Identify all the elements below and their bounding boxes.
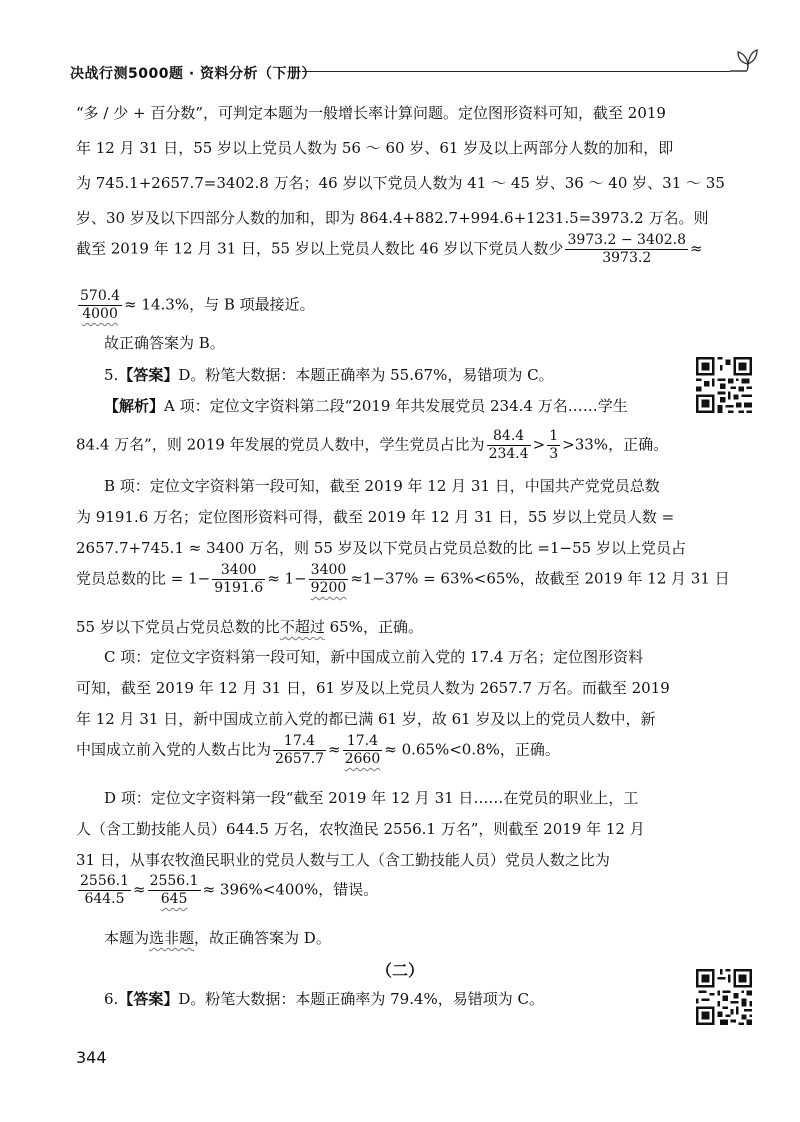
fraction: [343, 733, 383, 768]
numerator: 3973.2 − 3402.8: [567, 232, 687, 248]
formula-line: [76, 288, 315, 323]
text-line-content: 31 日，从事农牧渔民职业的党员人数与工人（含工勤技能人员）党员人数之比为: [76, 851, 610, 869]
text-line-content: 为 745.1+2657.7=3402.8 万名；46 岁以下党员人数为 41 ～ 45 岁、36 ～ 40 岁、31 ～ 35: [76, 174, 725, 192]
text-line-content: 为 9191.6 万名；定位图形资料可得，截至 2019 年 12 月 31 日，55 岁以上党员人数 =: [76, 508, 675, 526]
formula-line: [76, 873, 378, 908]
text-line: [104, 476, 660, 496]
analysis-text: A 项：定位文字资料第二段“2019 年共发展党员 234.4 万名……学生: [164, 397, 628, 415]
operator: >: [532, 435, 546, 454]
denominator: 4000: [82, 306, 118, 322]
text-line-content: 本题为: [104, 929, 150, 947]
text-line-content: 65%，正确。: [324, 618, 423, 636]
formula-line: [76, 232, 703, 267]
text-line-content: ≈1−37% = 63%<65%，故截至 2019 年 12 月 31 日: [350, 569, 730, 588]
answer-line: 故正确答案为 B。: [104, 334, 225, 352]
operator: ≈: [133, 880, 146, 899]
emphasis-text: 选非题: [149, 929, 195, 947]
sprout-icon: [726, 46, 758, 76]
text-line: [76, 208, 708, 228]
fraction: [148, 873, 201, 908]
text-line: [76, 538, 686, 558]
fraction: [78, 873, 131, 908]
text-line-content: 截至 2019 年 12 月 31 日，55 岁以上党员人数比 46 岁以下党员人数少: [76, 239, 564, 258]
fraction: [212, 562, 265, 597]
fraction: [565, 232, 688, 267]
numerator: 2556.1: [149, 873, 199, 889]
numerator: 84.4: [487, 428, 531, 446]
denominator: 2657.7: [275, 751, 325, 767]
operator: ≈: [328, 740, 341, 759]
text-line-content: ≈ 14.3%，与 B 项最接近。: [124, 295, 315, 314]
text-line-content: 可知，截至 2019 年 12 月 31 日，61 岁及以上党员人数为 2657.7 万名。而截至 2019: [76, 679, 670, 697]
text-line-content: 岁、30 岁及以下四部分人数的加和，即为 864.4+882.7+994.6+1231.5=3973.2 万名。则: [76, 209, 709, 227]
fraction: [309, 562, 349, 597]
answer-text: D。粉笔大数据：本题正确率为 79.4%，易错项为 C。: [178, 990, 545, 1008]
numerator: 2556.1: [80, 873, 129, 889]
answer-tag: 【答案】: [118, 366, 179, 384]
question-number: 6.: [104, 990, 119, 1008]
numerator: 3400: [212, 562, 265, 580]
denominator: 3973.2: [602, 250, 652, 266]
numerator: 3400: [310, 562, 347, 578]
formula-line: [76, 428, 668, 463]
denominator: 234.4: [488, 446, 529, 462]
fraction: [273, 733, 326, 768]
fraction: [487, 428, 531, 463]
text-line-content: >33%，正确。: [562, 435, 669, 454]
text-line: [76, 138, 673, 158]
numerator: 17.4: [273, 733, 326, 751]
answer-text: D。粉笔大数据：本题正确率为 55.67%，易错项为 C。: [178, 366, 554, 384]
denominator: 9191.6: [214, 580, 264, 596]
text-line: [76, 507, 674, 527]
denominator: 644.5: [84, 891, 125, 907]
text-line: [104, 333, 225, 353]
text-line-content: 中国成立前入党的人数占比为: [76, 740, 272, 759]
text-line-content: 党员总数的比 = 1−: [76, 569, 211, 588]
text-line-content: 年 12 月 31 日，55 岁以上党员人数为 56 ～ 60 岁、61 岁及以上两部分人数的加和，即: [76, 139, 674, 157]
text-line: [104, 647, 643, 667]
analysis-tag: 【解析】: [104, 397, 165, 415]
text-line: [76, 709, 656, 729]
text-line-content: 84.4 万名”，则 2019 年发展的党员人数中，学生党员占比为: [76, 435, 485, 454]
qr-code-icon[interactable]: [696, 357, 752, 413]
text-line: [76, 173, 725, 193]
text-line-content: 年 12 月 31 日，新中国成立前入党的都已满 61 岁，故 61 岁及以上的党员人数中，新: [76, 710, 656, 728]
denominator: 2660: [344, 751, 381, 767]
denominator: 9200: [310, 580, 347, 596]
text-line-content: D 项：定位文字资料第一段“截至 2019 年 12 月 31 日……在党员的职业上，工: [104, 789, 639, 807]
text-line: [76, 850, 610, 870]
operator: ≈ 1−: [267, 569, 307, 588]
running-header-title: 决战行测5000题 · 资料分析（下册）: [70, 66, 317, 82]
emphasis-text: 不超过: [279, 618, 325, 636]
text-line-content: 人（含工勤技能人员）644.5 万名，农牧渔民 2556.1 万名”，则截至 2019 年 12 月: [76, 820, 645, 838]
section-heading: （二）: [375, 961, 424, 980]
text-line-content: ，故正确答案为 D。: [194, 929, 331, 947]
analysis-line: [104, 396, 628, 416]
numerator: 17.4: [343, 733, 383, 751]
fraction: [78, 288, 122, 323]
text-line-content: C 项：定位文字资料第一段可知，新中国成立前入党的 17.4 万名；定位图形资料: [104, 648, 644, 666]
text-line: [104, 788, 638, 808]
fraction: [547, 428, 560, 463]
question-answer: [104, 989, 544, 1009]
text-line: [76, 678, 670, 698]
page-number: 344: [76, 1048, 107, 1067]
denominator: 645: [160, 891, 188, 907]
numerator: 1: [549, 428, 559, 444]
text-line: [104, 928, 331, 948]
qr-code-icon[interactable]: [696, 969, 752, 1025]
answer-tag: 【答案】: [118, 990, 179, 1008]
text-line-content: “多 / 少 + 百分数”，可判定本题为一般增长率计算问题。定位图形资料可知，截至 2019: [76, 104, 666, 122]
text-line-content: 55 岁以下党员占党员总数的比: [76, 618, 280, 636]
text-line-content: 2657.7+745.1 ≈ 3400 万名，则 55 岁及以下党员占党员总数的比 =1−55 岁以上党员占: [76, 539, 686, 557]
formula-line: [76, 733, 560, 768]
text-line-content: ≈ 0.65%<0.8%，正确。: [384, 740, 560, 759]
formula-line: [76, 562, 730, 597]
denominator: 3: [549, 446, 559, 462]
text-line-content: B 项：定位文字资料第一段可知，截至 2019 年 12 月 31 日，中国共产党党员总数: [104, 477, 660, 495]
text-line: [76, 103, 666, 123]
text-line-content: ≈: [690, 239, 703, 258]
question-number: 5.: [104, 366, 119, 384]
text-line: [76, 617, 423, 637]
question-answer: [104, 365, 554, 385]
numerator: 570.4: [80, 288, 121, 304]
text-line: [76, 819, 645, 839]
header-rule: [302, 71, 730, 72]
text-line-content: ≈ 396%<400%，错误。: [202, 880, 379, 899]
